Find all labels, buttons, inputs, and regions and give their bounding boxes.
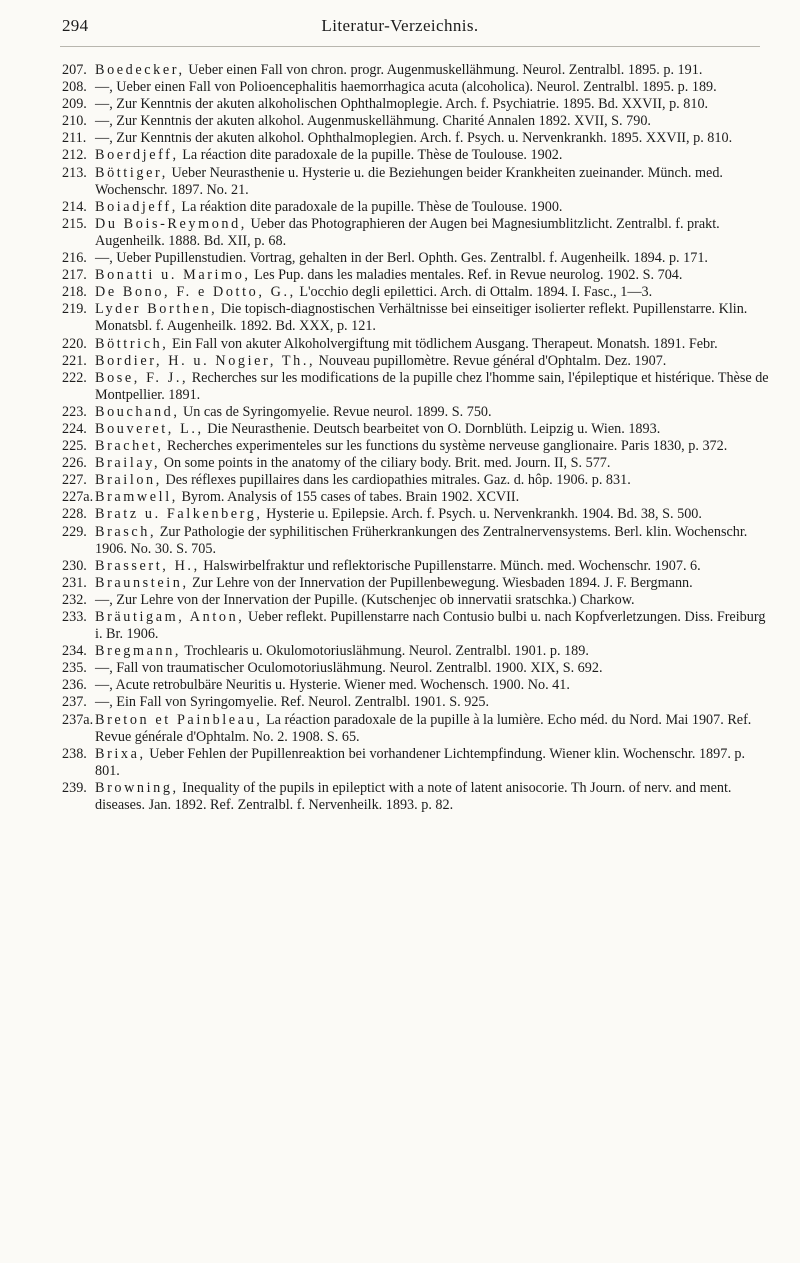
entry-author: Brasch,: [95, 523, 157, 540]
entry-number: 208.: [62, 79, 87, 96]
entry-text: Die topisch-diagnostischen Verhältnisse bei einseitiger isolierter reflekt. Pupillenstarre. Klin. Monatsbl. f. Augenheilk. 1892. Bd. XXX, p. 121.: [95, 301, 748, 335]
entry-text: Inequality of the pupils in epileptict with a note of latent anisocorie. Th Journ. of nerv. and ment. diseases. Jan. 1892. Ref. Zentralbl. f. Nervenheilk. 1893. p. 82.: [95, 779, 732, 814]
entry-author: Brassert, H.,: [95, 557, 200, 574]
entry-author: Boiadjeff,: [95, 198, 178, 215]
entry-author: Brailon,: [95, 472, 162, 489]
entry-text: Ueber Fehlen der Pupillenreaktion bei vorhandener Lichtempfindung. Wiener klin. Wochenschr. 1897. p. 801.: [95, 745, 746, 779]
entry-text: Die Neurasthenie. Deutsch bearbeitet von O. Dornblüth. Leipzig u. Wien. 1893.: [203, 420, 661, 437]
entry-author: Böttrich,: [95, 335, 169, 352]
entry-text: La réaction paradoxale de la pupille à la lumière. Echo méd. du Nord. Mai 1907. Ref. Revue générale d'Ophtalm. No. 2. 1908. S. 65.: [95, 711, 752, 745]
entry-text: —, Zur Kenntnis der akuten alkoholischen Ophthalmoplegie. Arch. f. Psychiatrie. 1895. Bd. XXVII, p. 810.: [95, 96, 709, 113]
page-header: [0, 0, 800, 52]
entry-number: 212.: [62, 147, 87, 164]
bibliography-entry: [62, 694, 770, 711]
bibliography-list: [62, 62, 770, 814]
entry-author: Brachet,: [95, 438, 164, 455]
entry-number: 237a.: [62, 711, 94, 728]
entry-text: Recherches sur les modifications de la pupille chez l'homme sain, l'épileptique et histérique. Thèse de Montpellier. 1891.: [95, 369, 769, 403]
entry-author: Bramwell,: [95, 489, 178, 506]
entry-text: Zur Lehre von der Innervation der Pupillenbewegung. Wiesbaden 1894. J. F. Bergmann.: [188, 574, 693, 591]
bibliography-entry: [62, 677, 770, 694]
entry-number: 217.: [62, 267, 87, 284]
bibliography-entry: [62, 353, 770, 370]
entry-author: Bordier, H. u. Nogier, Th.,: [95, 352, 316, 369]
entry-author: Bose, F. J.,: [95, 369, 189, 386]
bibliography-entry: [62, 506, 770, 523]
entry-number: 237.: [62, 694, 87, 711]
bibliography-entry: [62, 96, 770, 113]
bibliography-entry: [62, 609, 770, 643]
entry-author: Bouchand,: [95, 403, 180, 420]
entry-number: 215.: [62, 215, 87, 232]
bibliography-entry: [62, 216, 770, 250]
entry-number: 228.: [62, 506, 87, 523]
bibliography-entry: [62, 284, 770, 301]
bibliography-entry: [62, 746, 770, 780]
entry-text: Byrom. Analysis of 155 cases of tabes. Brain 1902. XCVII.: [177, 489, 520, 506]
entry-text: Ueber das Photographieren der Augen bei Magnesiumblitzlicht. Zentralbl. f. prakt. Augenheilk. 1888. Bd. XII, p. 68.: [95, 215, 720, 249]
entry-text: Recherches experimenteles sur les functions du système nerveuse ganglionaire. Paris 1830, p. 372.: [163, 438, 728, 455]
bibliography-entry: [62, 592, 770, 609]
bibliography-entry: [62, 301, 770, 335]
bibliography-entry: [62, 489, 770, 506]
entry-number: 239.: [62, 779, 87, 796]
entry-number: 231.: [62, 574, 87, 591]
bibliography-entry: [62, 780, 770, 814]
entry-number: 238.: [62, 745, 87, 762]
bibliography-entry: [62, 404, 770, 421]
bibliography-entry: [62, 267, 770, 284]
entry-text: Ein Fall von akuter Alkoholvergiftung mit tödlichem Ausgang. Therapeut. Monatsh. 1891. Febr.: [168, 335, 718, 352]
entry-author: Braunstein,: [95, 574, 189, 591]
entry-author: Bregmann,: [95, 643, 182, 660]
entry-number: 227.: [62, 472, 87, 489]
entry-number: 218.: [62, 284, 87, 301]
entry-author: Bouveret, L.,: [95, 420, 204, 437]
entry-author: Böttiger,: [95, 164, 168, 181]
entry-number: 230.: [62, 557, 87, 574]
bibliography-entry: [62, 199, 770, 216]
entry-author: Du Bois-Reymond,: [95, 215, 247, 232]
entry-author: Bratz u. Falkenberg,: [95, 506, 263, 523]
entry-text: Zur Pathologie der syphilitischen Früherkrankungen des Zentralnervensystems. Berl. klin. Wochenschr. 1906. No. 30. S. 705.: [95, 523, 748, 557]
entry-number: 232.: [62, 591, 87, 608]
entry-number: 223.: [62, 403, 87, 420]
entry-number: 216.: [62, 250, 87, 267]
entry-author: Breton et Painbleau,: [95, 711, 263, 728]
entry-author: Brixa,: [95, 745, 146, 762]
entry-number: 222.: [62, 369, 87, 386]
entry-number: 207.: [62, 62, 87, 78]
entry-text: Un cas de Syringomyelie. Revue neurol. 1899. S. 750.: [179, 403, 492, 420]
entry-text: On some points in the anatomy of the ciliary body. Brit. med. Journ. II, S. 577.: [160, 455, 611, 472]
entry-text: —, Zur Lehre von der Innervation der Pupille. (Kutschenjec ob innervatii sratschka.) Charkow.: [95, 591, 635, 608]
entry-text: —, Acute retrobulbäre Neuritis u. Hysterie. Wiener med. Wochensch. 1900. No. 41.: [95, 677, 570, 694]
bibliography-entry: [62, 113, 770, 130]
entry-number: 209.: [62, 96, 87, 113]
entry-text: Hysterie u. Epilepsie. Arch. f. Psych. u. Nervenkrankh. 1904. Bd. 38, S. 500.: [262, 506, 702, 523]
entry-text: L'occhio degli epilettici. Arch. di Ottalm. 1894. I. Fasc., 1—3.: [295, 284, 653, 301]
entry-author: Bonatti u. Marimo,: [95, 267, 251, 284]
entry-text: Nouveau pupillomètre. Revue général d'Ophtalm. Dez. 1907.: [315, 352, 667, 369]
entry-number: 234.: [62, 643, 87, 660]
entry-number: 214.: [62, 198, 87, 215]
bibliography-entry: [62, 62, 770, 79]
entry-number: 210.: [62, 113, 87, 130]
entry-text: Trochlearis u. Okulomotoriuslähmung. Neurol. Zentralbl. 1901. p. 189.: [181, 643, 589, 660]
bibliography-entry: [62, 79, 770, 96]
entry-author: De Bono, F. e Dotto, G.,: [95, 284, 296, 301]
entry-text: —, Zur Kenntnis der akuten alkohol. Augenmuskellähmung. Charité Annalen 1892. XVII, S. 790.: [95, 113, 651, 130]
bibliography-entry: [62, 558, 770, 575]
entry-number: 233.: [62, 609, 87, 625]
entry-number: 225.: [62, 438, 87, 455]
entry-number: 220.: [62, 335, 87, 352]
bibliography-entry: [62, 438, 770, 455]
entry-author: Brailay,: [95, 455, 161, 472]
entry-author: Browning,: [95, 779, 179, 796]
entry-number: 226.: [62, 455, 87, 472]
bibliography-entry: [62, 130, 770, 147]
entry-number: 211.: [62, 130, 87, 147]
bibliography-entry: [62, 165, 770, 199]
bibliography-entry: [62, 660, 770, 677]
entry-text: La réaction dite paradoxale de la pupille. Thèse de Toulouse. 1902.: [178, 147, 563, 164]
entry-text: Ueber einen Fall von chron. progr. Augenmuskellähmung. Neurol. Zentralbl. 1895. p. 191.: [184, 62, 703, 78]
entry-number: 229.: [62, 523, 87, 540]
entry-number: 219.: [62, 301, 87, 318]
entry-text: —, Fall von traumatischer Oculomotoriuslähmung. Neurol. Zentralbl. 1900. XIX, S. 692.: [95, 660, 603, 677]
entry-author: Boerdjeff,: [95, 147, 179, 164]
entry-text: —, Ein Fall von Syringomyelie. Ref. Neurol. Zentralbl. 1901. S. 925.: [95, 694, 490, 711]
entry-author: Lyder Borthen,: [95, 301, 218, 318]
entry-text: Ueber reflekt. Pupillenstarre nach Contusio bulbi u. nach Kopfverletzungen. Diss. Freiburg i. Br. 1906.: [95, 609, 766, 643]
bibliography-entry: [62, 643, 770, 660]
entry-text: Des réflexes pupillaires dans les cardiopathies mitrales. Gaz. d. hôp. 1906. p. 831.: [161, 472, 631, 489]
bibliography-entry: [62, 575, 770, 592]
bibliography-entry: [62, 147, 770, 164]
entry-number: 213.: [62, 164, 87, 181]
entry-number: 235.: [62, 660, 87, 677]
entry-number: 227a.: [62, 489, 94, 506]
bibliography-entry: [62, 370, 770, 404]
entry-number: 221.: [62, 352, 87, 369]
entry-text: La réaktion dite paradoxale de la pupille. Thèse de Toulouse. 1900.: [177, 198, 563, 215]
entry-text: Ueber Neurasthenie u. Hysterie u. die Beziehungen beider Krankheiten zueinander. Münch. med. Wochenschr. 1897. No. 21.: [95, 164, 723, 198]
header-rule: [60, 46, 760, 47]
bibliography-entry: [62, 712, 770, 746]
entry-author: Bräutigam, Anton,: [95, 609, 245, 625]
page-number: 294: [62, 16, 89, 35]
entry-text: —, Ueber Pupillenstudien. Vortrag, gehalten in der Berl. Ophth. Ges. Zentralbl. f. Augenheilk. 1894. p. 171.: [95, 250, 708, 267]
bibliography-entry: [62, 421, 770, 438]
bibliography-entry: [62, 336, 770, 353]
entry-number: 236.: [62, 677, 87, 694]
entry-number: 224.: [62, 420, 87, 437]
entry-text: Les Pup. dans les maladies mentales. Ref. in Revue neurolog. 1902. S. 704.: [250, 267, 683, 284]
entry-text: Halswirbelfraktur und reflektorische Pupillenstarre. Münch. med. Wochenschr. 1907. 6.: [199, 557, 701, 574]
bibliography-entry: [62, 250, 770, 267]
entry-text: —, Ueber einen Fall von Polioencephalitis haemorrhagica acuta (alcoholica). Neurol. Zentralbl. 1895. p. 189.: [95, 79, 717, 96]
entry-author: Boedecker,: [95, 62, 185, 78]
bibliography-entry: [62, 524, 770, 558]
bibliography-entry: [62, 472, 770, 489]
bibliography-entry: [62, 455, 770, 472]
running-title: Literatur-Verzeichnis.: [321, 16, 479, 35]
entry-text: —, Zur Kenntnis der akuten alkohol. Ophthalmoplegien. Arch. f. Psych. u. Nervenkrankh. 1895. XXVII, p. 810.: [95, 130, 733, 147]
